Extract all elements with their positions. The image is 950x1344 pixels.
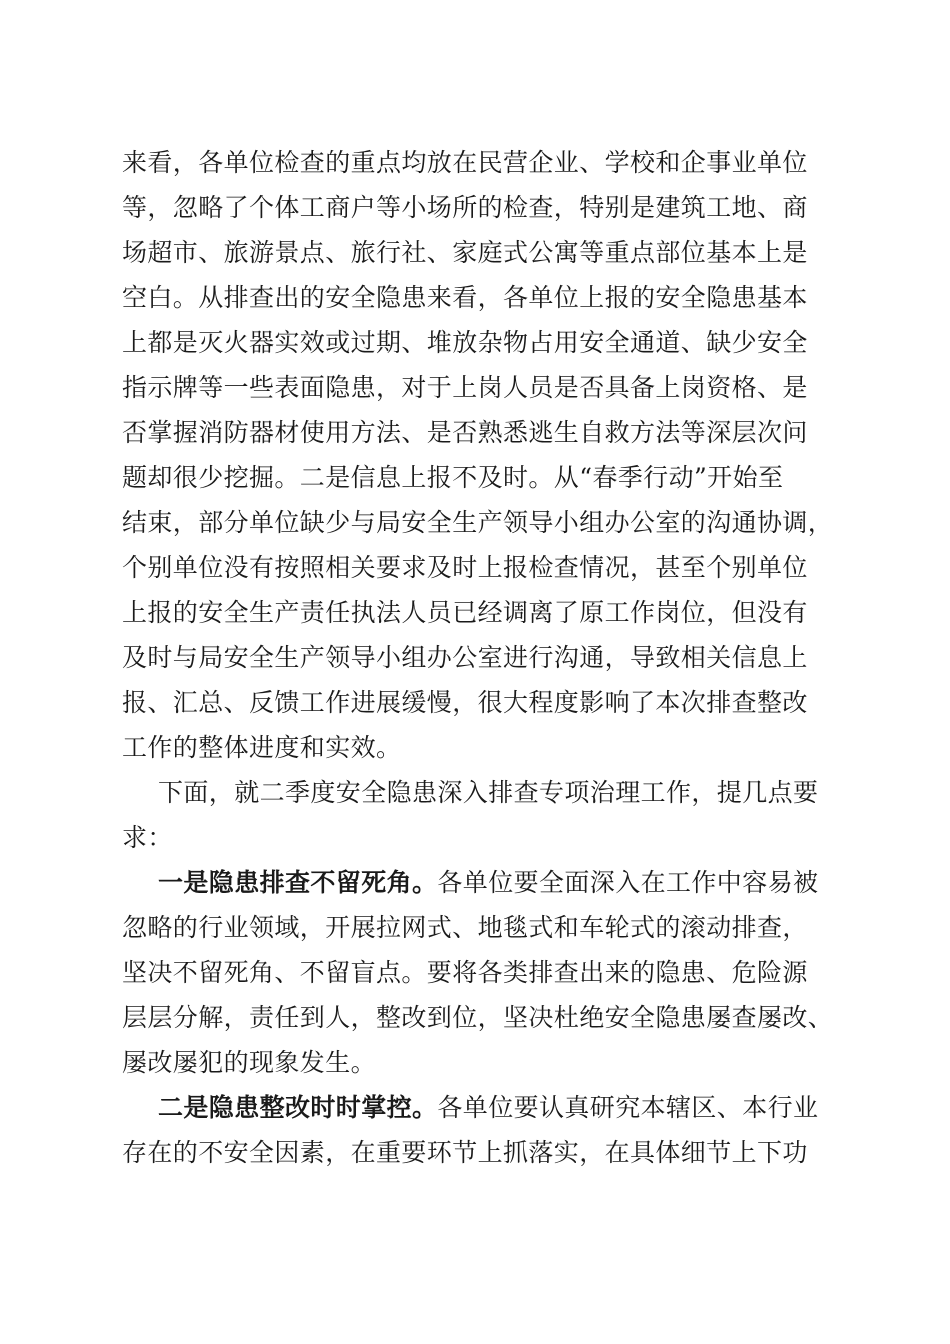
paragraph-line: 上都是灭火器实效或过期、堆放杂物占用安全通道、缺少安全 xyxy=(122,328,808,357)
paragraph-2 xyxy=(122,770,834,860)
section-heading: 二是隐患整改时时掌控。 xyxy=(158,1093,438,1122)
paragraph-line: 空白。从排查出的安全隐患来看，各单位上报的安全隐患基本 xyxy=(122,283,808,312)
paragraph-line: 存在的不安全因素，在重要环节上抓落实，在具体细节上下功 xyxy=(122,1138,808,1167)
paragraph-line: 来看，各单位检查的重点均放在民营企业、学校和企事业单位 xyxy=(122,148,808,177)
paragraph-line: 工作的整体进度和实效。 xyxy=(122,733,402,762)
paragraph-line: 及时与局安全生产领导小组办公室进行沟通，导致相关信息上 xyxy=(122,643,808,672)
paragraph-line: 题却很少挖掘。二是信息上报不及时。从“春季行动”开始至 xyxy=(122,463,784,492)
paragraph-line: 忽略的行业领域，开展拉网式、地毯式和车轮式的滚动排查， xyxy=(122,913,808,942)
paragraph-text: 各单位要认真研究本辖区、本行业 xyxy=(437,1093,819,1122)
document-body xyxy=(122,140,834,1175)
paragraph-first-line xyxy=(122,1085,834,1130)
paragraph-3 xyxy=(122,860,834,1085)
paragraph-line: 坚决不留死角、不留盲点。要将各类排查出来的隐患、危险源 xyxy=(122,958,808,987)
paragraph-line: 结束，部分单位缺少与局安全生产领导小组办公室的沟通协调， xyxy=(122,508,834,537)
paragraph-line: 等，忽略了个体工商户等小场所的检查，特别是建筑工地、商 xyxy=(122,193,808,222)
paragraph-text: 各单位要全面深入在工作中容易被 xyxy=(437,868,819,897)
paragraph-line: 求： xyxy=(122,823,173,852)
paragraph-4 xyxy=(122,1085,834,1175)
section-heading: 一是隐患排查不留死角。 xyxy=(158,868,438,897)
paragraph-1 xyxy=(122,140,834,770)
paragraph-line: 指示牌等一些表面隐患，对于上岗人员是否具备上岗资格、是 xyxy=(122,373,808,402)
paragraph-line: 报、汇总、反馈工作进展缓慢，很大程度影响了本次排查整改 xyxy=(122,688,808,717)
paragraph-first-line xyxy=(122,860,834,905)
paragraph-line: 上报的安全生产责任执法人员已经调离了原工作岗位，但没有 xyxy=(122,598,808,627)
paragraph-line: 层层分解，责任到人，整改到位，坚决杜绝安全隐患屡查屡改、 xyxy=(122,1003,834,1032)
paragraph-line: 否掌握消防器材使用方法、是否熟悉逃生自救方法等深层次问 xyxy=(122,418,808,447)
paragraph-line: 个别单位没有按照相关要求及时上报检查情况，甚至个别单位 xyxy=(122,553,808,582)
paragraph-line: 下面，就二季度安全隐患深入排查专项治理工作，提几点要 xyxy=(158,778,819,807)
paragraph-line: 场超市、旅游景点、旅行社、家庭式公寓等重点部位基本上是 xyxy=(122,238,808,267)
paragraph-line: 屡改屡犯的现象发生。 xyxy=(122,1048,377,1077)
